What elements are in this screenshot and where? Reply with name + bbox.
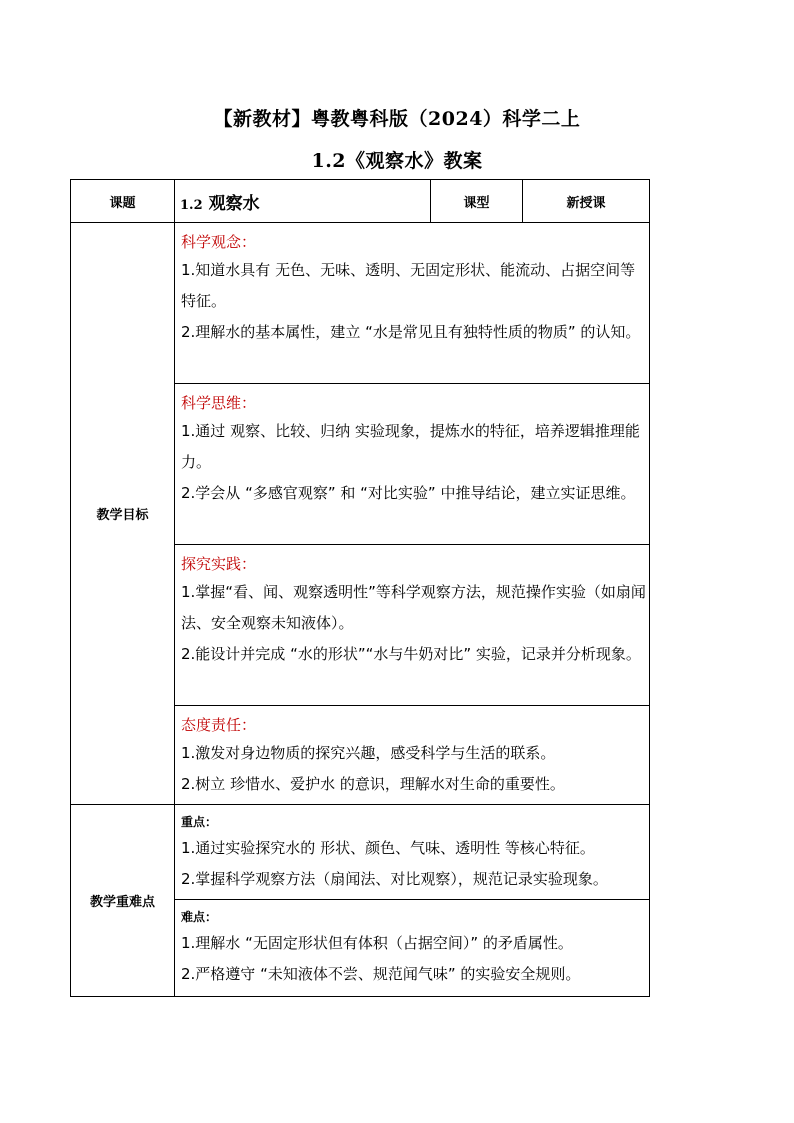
section-heading: 重点： [181,815,218,829]
topic-name: 观察水 [208,193,260,214]
key-points-section [175,805,650,900]
goal-section-thinking [175,384,650,545]
difficulty-item: 1.理解水 “无固定形状但有体积（占据空间）” 的矛盾属性。 [181,934,573,952]
section-heading: 探究实践： [181,555,257,573]
goals-label: 教学目标 [71,223,175,805]
goal-item: 1.通过 观察、比较、归纳 实验现象，提炼水的特征，培养逻辑推理能力。 [181,422,640,471]
lesson-plan-table [70,179,650,997]
goal-item: 1.知道水具有 无色、无味、透明、无固定形状、能流动、占据空间等特征。 [181,261,636,310]
section-heading: 科学观念： [181,233,257,251]
goal-item: 2.能设计并完成 “水的形状”“水与牛奶对比” 实验，记录并分析现象。 [181,645,641,663]
goal-item: 1.激发对身边物质的探究兴趣，感受科学与生活的联系。 [181,744,556,762]
difficulty-item: 2.掌握科学观察方法（扇闻法、对比观察），规范记录实验现象。 [181,870,608,888]
goal-item: 2.理解水的基本属性，建立 “水是常见且有独特性质的物质” 的认知。 [181,323,641,341]
difficult-points-section [175,900,650,997]
topic-label: 课题 [71,180,175,223]
type-label: 课型 [431,180,523,223]
document-title: 【新教材】粤教粤科版（2024）科学二上 [213,108,581,130]
type-value: 新授课 [523,180,650,223]
section-heading: 科学思维： [181,394,257,412]
topic-number: 1.2 [180,197,203,213]
difficulties-label: 教学重难点 [71,805,175,997]
goal-section-practice [175,545,650,706]
document-subtitle: 1.2《观察水》教案 [311,150,483,172]
difficulty-item: 2.严格遵守 “未知液体不尝、规范闻气味” 的实验安全规则。 [181,965,581,983]
section-heading: 态度责任： [181,716,257,734]
header-row [71,180,650,223]
section-heading: 难点： [181,910,218,924]
topic-value [175,180,431,223]
goal-section-concept [175,223,650,384]
goal-item: 2.树立 珍惜水、爱护水 的意识，理解水对生命的重要性。 [181,775,565,793]
goals-row-1 [71,223,650,384]
goal-item: 2.学会从 “多感官观察” 和 “对比实验” 中推导结论，建立实证思维。 [181,484,636,502]
difficulty-item: 1.通过实验探究水的 形状、颜色、气味、透明性 等核心特征。 [181,839,595,857]
difficulty-row-1 [71,805,650,900]
goal-item: 1.掌握“看、闻、观察透明性”等科学观察方法，规范操作实验（如扇闻法、安全观察未知液体）。 [181,583,646,632]
goal-section-attitude [175,706,650,805]
